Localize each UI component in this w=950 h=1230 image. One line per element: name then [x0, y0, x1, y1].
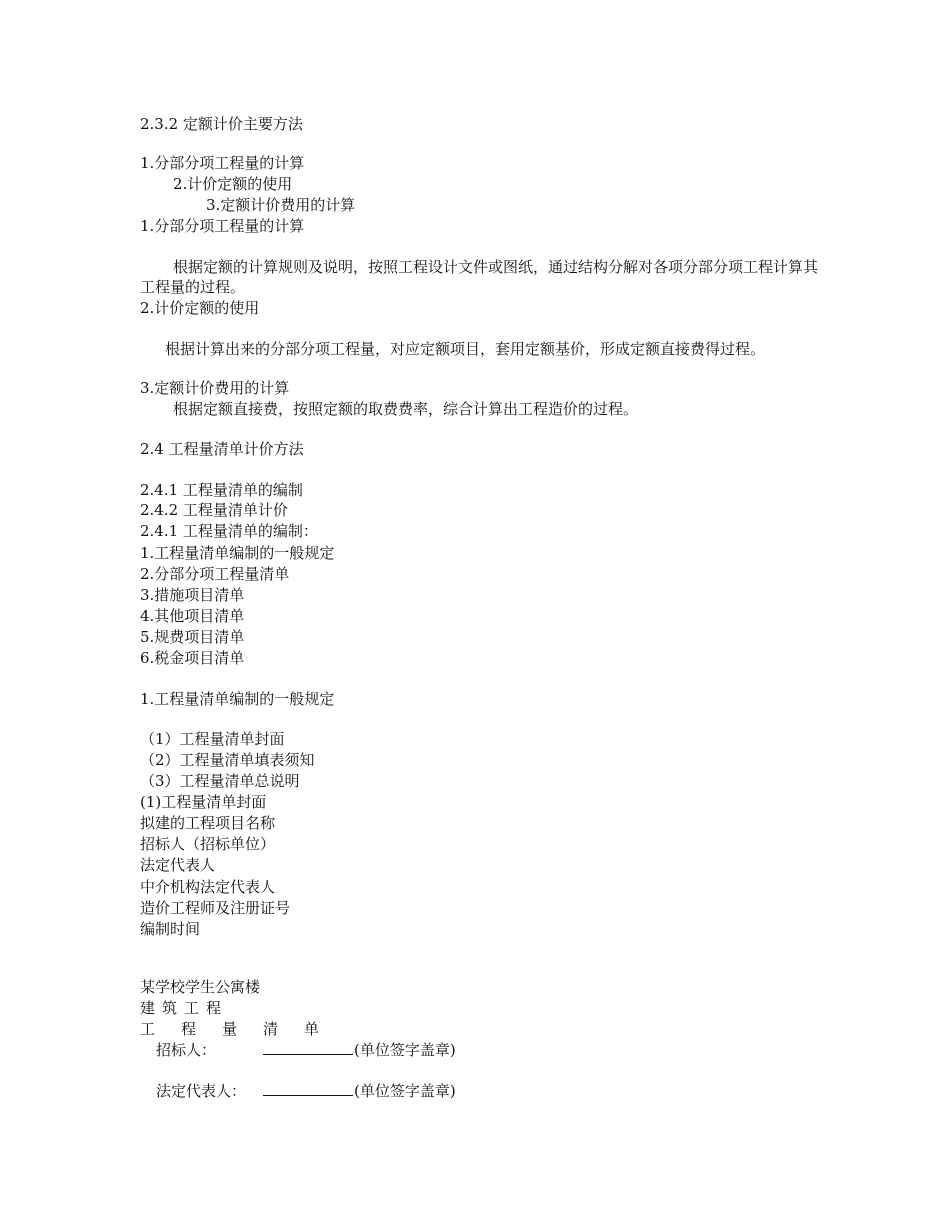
- list-item: 1.工程量清单编制的一般规定: [140, 544, 335, 562]
- general-rules-title: 1.工程量清单编制的一般规定: [140, 690, 335, 708]
- cover-title: (1)工程量清单封面: [140, 793, 267, 811]
- cover-item: 造价工程师及注册证号: [140, 899, 291, 917]
- signature-blank: [263, 1081, 353, 1096]
- toc-item-2: 2.计价定额的使用: [173, 175, 293, 193]
- example-char: 量: [222, 1020, 238, 1038]
- example-line-bill-of-quantities: [140, 1019, 345, 1039]
- signer-row-tenderer: [156, 1040, 456, 1060]
- section-1-title: 1.分部分项工程量的计算: [140, 217, 305, 235]
- cover-item: 招标人（招标单位）: [140, 835, 276, 853]
- list-item: 2.分部分项工程量清单: [140, 565, 290, 583]
- cover-item: 拟建的工程项目名称: [140, 814, 276, 832]
- list-item: 2.4.2 工程量清单计价: [140, 501, 288, 519]
- example-line-building-works: [140, 998, 228, 1018]
- signer-note: (单位签字盖章): [354, 1041, 456, 1059]
- toc-item-3: 3.定额计价费用的计算: [206, 196, 356, 214]
- example-char: 工: [140, 1020, 156, 1038]
- section-heading-2-3-2: 2.3.2 定额计价主要方法: [140, 115, 303, 133]
- signer-label: 法定代表人：: [156, 1082, 247, 1100]
- example-char: 单: [304, 1020, 320, 1038]
- section-2-body: 根据计算出来的分部分项工程量，对应定额项目，套用定额基价，形成定额直接费得过程。: [165, 340, 766, 358]
- list-item: 6.税金项目清单: [140, 649, 245, 667]
- example-char: 筑: [162, 999, 178, 1017]
- cover-item: 编制时间: [140, 920, 201, 938]
- section-2-title: 2.计价定额的使用: [140, 299, 260, 317]
- list-item: 4.其他项目清单: [140, 607, 245, 625]
- general-rules-item: （3）工程量清单总说明: [140, 772, 300, 790]
- list-item: 5.规费项目清单: [140, 628, 245, 646]
- signer-label: 招标人：: [156, 1041, 217, 1059]
- example-project-name: 某学校学生公寓楼: [140, 978, 261, 996]
- general-rules-item: （2）工程量清单填表须知: [140, 751, 315, 769]
- signer-row-legal-representative: [156, 1081, 456, 1101]
- section-heading-2-4: 2.4 工程量清单计价方法: [140, 440, 304, 458]
- list-item: 2.4.1 工程量清单的编制：: [140, 522, 318, 540]
- example-char: 程: [181, 1020, 197, 1038]
- section-3-title: 3.定额计价费用的计算: [140, 379, 290, 397]
- signature-blank: [263, 1040, 353, 1055]
- cover-item: 中介机构法定代表人: [140, 878, 276, 896]
- toc-item-1: 1.分部分项工程量的计算: [140, 154, 305, 172]
- section-3-body: 根据定额直接费，按照定额的取费费率，综合计算出工程造价的过程。: [173, 400, 639, 418]
- example-char: 程: [206, 999, 222, 1017]
- example-char: 建: [140, 999, 156, 1017]
- section-1-body: 根据定额的计算规则及说明，按照工程设计文件或图纸，通过结构分解对各项分部分项工程计算其工程量的过程。: [140, 258, 819, 296]
- signer-note: (单位签字盖章): [354, 1082, 456, 1100]
- cover-item: 法定代表人: [140, 856, 216, 874]
- example-char: 清: [263, 1020, 279, 1038]
- list-item: 2.4.1 工程量清单的编制: [140, 481, 303, 499]
- list-item: 3.措施项目清单: [140, 586, 245, 604]
- example-char: 工: [184, 999, 200, 1017]
- general-rules-item: （1）工程量清单封面: [140, 730, 285, 748]
